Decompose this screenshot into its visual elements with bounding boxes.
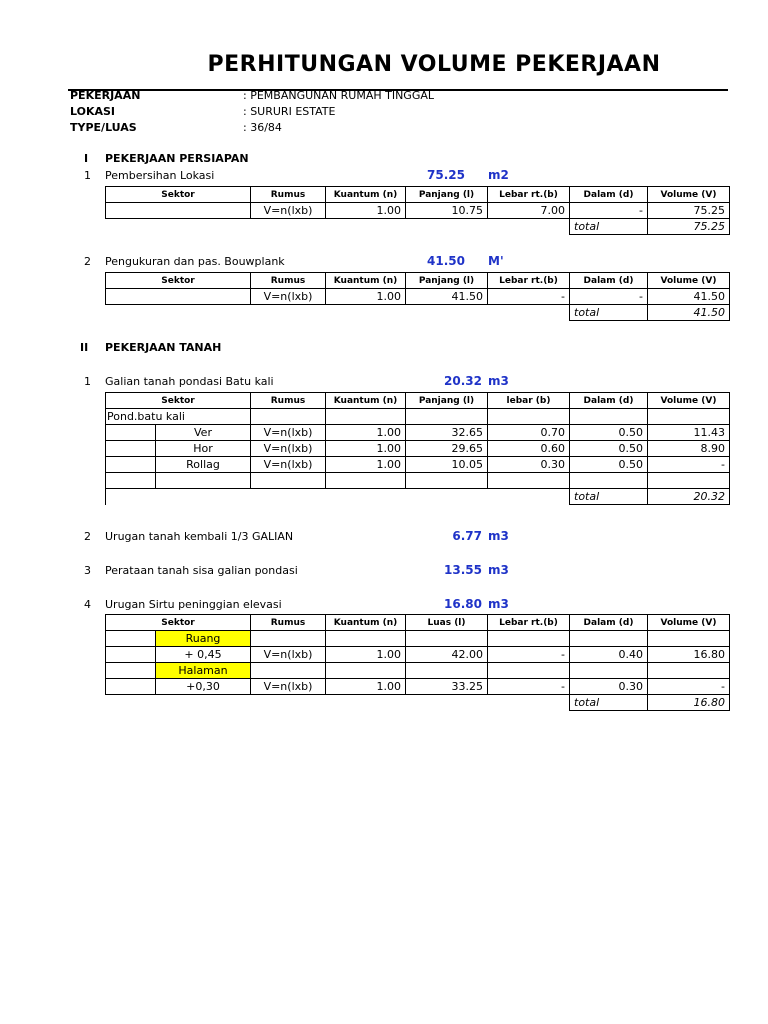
cell-panjang: 29.65 [406, 441, 488, 457]
cell-sektor: Ver [156, 425, 251, 441]
cell-volume: 16.80 [648, 647, 730, 663]
cell-lebar: - [488, 679, 570, 695]
item-quantity: 41.50 [427, 254, 465, 268]
header-label-type: TYPE/LUAS [70, 121, 137, 134]
volume-table-2 [105, 272, 730, 321]
cell-kuantum: 1.00 [326, 289, 406, 305]
cell-sektor: +0,30 [156, 679, 251, 695]
cell-sektor: Hor [156, 441, 251, 457]
cell-lebar: 7.00 [488, 203, 570, 219]
item-quantity: 20.32 [444, 374, 482, 388]
column-header: Dalam (d) [570, 273, 648, 289]
column-header: Rumus [251, 615, 326, 631]
cell-rumus: V=n(lxb) [251, 289, 326, 305]
column-header: Sektor [106, 393, 251, 409]
cell-volume: 8.90 [648, 441, 730, 457]
page-title: PERHITUNGAN VOLUME PEKERJAAN [207, 52, 661, 77]
item-quantity: 16.80 [444, 597, 482, 611]
table-row [106, 631, 730, 647]
header-label-pekerjaan: PEKERJAAN [70, 89, 141, 102]
item-name: Galian tanah pondasi Batu kali [105, 375, 274, 388]
cell-dalam: 0.50 [570, 425, 648, 441]
column-header: Volume (V) [648, 273, 730, 289]
table-row [106, 203, 730, 219]
item-number: 1 [84, 169, 91, 182]
column-header: Dalam (d) [570, 187, 648, 203]
item-name: Pembersihan Lokasi [105, 169, 215, 182]
item-unit: m3 [488, 529, 509, 543]
column-header: Lebar rt.(b) [488, 187, 570, 203]
column-header: lebar (b) [488, 393, 570, 409]
cell-panjang: 32.65 [406, 425, 488, 441]
cell-lebar: 0.30 [488, 457, 570, 473]
column-header: Panjang (l) [406, 187, 488, 203]
item-unit: m2 [488, 168, 509, 182]
column-header: Kuantum (n) [326, 273, 406, 289]
volume-table-3 [105, 392, 730, 505]
total-label: total [570, 219, 648, 235]
table-row [106, 473, 730, 489]
table-row [106, 457, 730, 473]
column-header: Lebar rt.(b) [488, 615, 570, 631]
cell-volume: - [648, 679, 730, 695]
cell-rumus: V=n(lxb) [251, 457, 326, 473]
item-name: Pengukuran dan pas. Bouwplank [105, 255, 285, 268]
cell-lebar: - [488, 289, 570, 305]
total-row [106, 305, 730, 321]
cell-luas: 42.00 [406, 647, 488, 663]
item-number: 1 [84, 375, 91, 388]
column-header: Rumus [251, 273, 326, 289]
header-label-lokasi: LOKASI [70, 105, 116, 118]
cell-kuantum: 1.00 [326, 679, 406, 695]
column-header: Volume (V) [648, 393, 730, 409]
item-number: 4 [84, 598, 91, 611]
item-quantity: 6.77 [452, 529, 482, 543]
cell-dalam: 0.50 [570, 457, 648, 473]
total-row [106, 489, 730, 505]
cell-kuantum: 1.00 [326, 457, 406, 473]
cell-sektor [106, 289, 251, 305]
cell-luas: 33.25 [406, 679, 488, 695]
item-name: Urugan tanah kembali 1/3 GALIAN [105, 530, 294, 543]
group-label: Ruang [156, 631, 251, 647]
cell-volume: - [648, 457, 730, 473]
cell-volume: 41.50 [648, 289, 730, 305]
table-row [106, 409, 730, 425]
total-value: 41.50 [648, 305, 730, 321]
cell-dalam: - [570, 289, 648, 305]
table-row [106, 647, 730, 663]
column-header: Kuantum (n) [326, 615, 406, 631]
section-title: PEKERJAAN PERSIAPAN [105, 152, 249, 165]
item-unit: m3 [488, 597, 509, 611]
column-header: Sektor [106, 615, 251, 631]
column-header: Panjang (l) [406, 393, 488, 409]
column-header: Dalam (d) [570, 393, 648, 409]
cell-panjang: 41.50 [406, 289, 488, 305]
section-number: I [84, 152, 89, 165]
item-unit: m3 [488, 563, 509, 577]
column-header: Rumus [251, 187, 326, 203]
volume-table-4 [105, 614, 730, 711]
table-row [106, 679, 730, 695]
table-row [106, 425, 730, 441]
item-unit: M' [488, 254, 504, 268]
group-label: Pond.batu kali [106, 409, 251, 425]
total-value: 75.25 [648, 219, 730, 235]
table-row [106, 289, 730, 305]
column-header: Kuantum (n) [326, 393, 406, 409]
column-header: Sektor [106, 187, 251, 203]
header-value-lokasi: : SURURI ESTATE [243, 105, 336, 118]
item-number: 2 [84, 255, 91, 268]
column-header: Luas (l) [406, 615, 488, 631]
column-header: Volume (V) [648, 615, 730, 631]
column-header: Volume (V) [648, 187, 730, 203]
item-number: 3 [84, 564, 91, 577]
column-header: Kuantum (n) [326, 187, 406, 203]
column-header: Lebar rt.(b) [488, 273, 570, 289]
cell-volume: 11.43 [648, 425, 730, 441]
header-value-type: : 36/84 [243, 121, 282, 134]
group-label: Halaman [156, 663, 251, 679]
item-quantity: 13.55 [444, 563, 482, 577]
table-row [106, 663, 730, 679]
cell-volume: 75.25 [648, 203, 730, 219]
total-value: 16.80 [648, 695, 730, 711]
cell-kuantum: 1.00 [326, 203, 406, 219]
total-label: total [570, 489, 648, 505]
cell-panjang: 10.05 [406, 457, 488, 473]
section-title: PEKERJAAN TANAH [105, 341, 222, 354]
cell-kuantum: 1.00 [326, 647, 406, 663]
item-name: Perataan tanah sisa galian pondasi [105, 564, 298, 577]
cell-rumus: V=n(lxb) [251, 679, 326, 695]
column-header: Rumus [251, 393, 326, 409]
volume-table-1 [105, 186, 730, 235]
total-label: total [570, 695, 648, 711]
total-row [106, 695, 730, 711]
table-row [106, 441, 730, 457]
cell-kuantum: 1.00 [326, 425, 406, 441]
cell-rumus: V=n(lxb) [251, 203, 326, 219]
cell-rumus: V=n(lxb) [251, 425, 326, 441]
cell-kuantum: 1.00 [326, 441, 406, 457]
item-unit: m3 [488, 374, 509, 388]
cell-lebar: - [488, 647, 570, 663]
section-number: II [80, 341, 89, 354]
cell-dalam: - [570, 203, 648, 219]
column-header: Dalam (d) [570, 615, 648, 631]
cell-dalam: 0.50 [570, 441, 648, 457]
header-value-pekerjaan: : PEMBANGUNAN RUMAH TINGGAL [243, 89, 435, 102]
total-row [106, 219, 730, 235]
cell-sektor: + 0,45 [156, 647, 251, 663]
cell-rumus: V=n(lxb) [251, 441, 326, 457]
cell-sektor [106, 203, 251, 219]
column-header: Sektor [106, 273, 251, 289]
item-quantity: 75.25 [427, 168, 465, 182]
cell-lebar: 0.60 [488, 441, 570, 457]
cell-dalam: 0.40 [570, 647, 648, 663]
total-label: total [570, 305, 648, 321]
item-name: Urugan Sirtu peninggian elevasi [105, 598, 282, 611]
cell-dalam: 0.30 [570, 679, 648, 695]
cell-panjang: 10.75 [406, 203, 488, 219]
cell-lebar: 0.70 [488, 425, 570, 441]
cell-sektor: Rollag [156, 457, 251, 473]
item-number: 2 [84, 530, 91, 543]
column-header: Panjang (l) [406, 273, 488, 289]
cell-rumus: V=n(lxb) [251, 647, 326, 663]
total-value: 20.32 [648, 489, 730, 505]
